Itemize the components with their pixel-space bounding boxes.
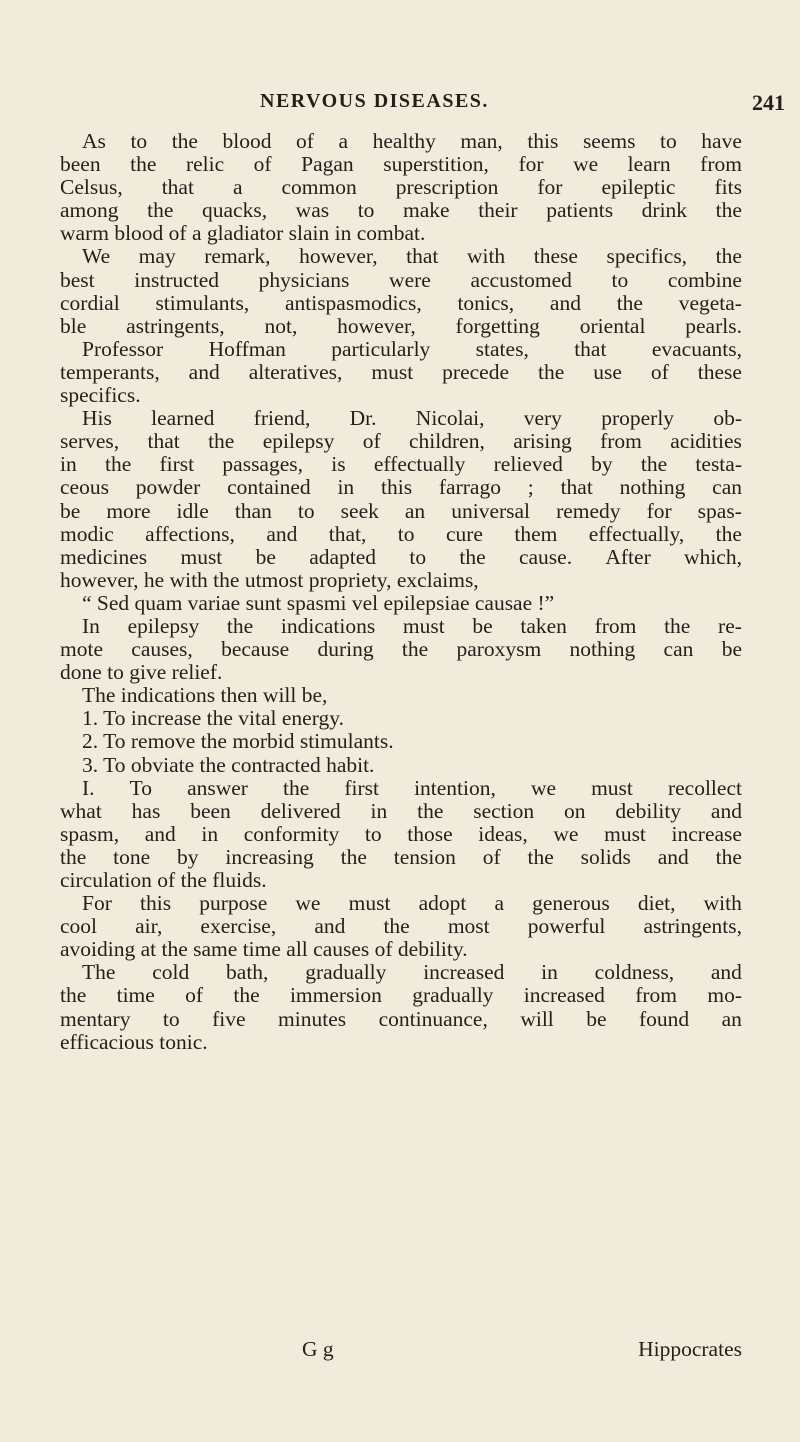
- text-line: His learned friend, Dr. Nicolai, very properly ob-: [82, 406, 742, 431]
- text-line: avoiding at the same time all causes of debility.: [60, 937, 468, 962]
- text-line: done to give relief.: [60, 660, 223, 685]
- text-line: however, he with the utmost propriety, exclaims,: [60, 567, 479, 592]
- text-line: For this purpose we must adopt a generous diet, with: [82, 891, 742, 916]
- text-line: The indications then will be,: [82, 683, 328, 708]
- text-line: We may remark, however, that with these specifics, the: [82, 244, 742, 269]
- text-line: been the relic of Pagan superstition, for we learn from: [60, 152, 742, 177]
- catchline: [60, 1337, 742, 1363]
- indication-item: 2. To remove the morbid stimulants.: [82, 729, 394, 754]
- page-number: 241: [752, 90, 785, 115]
- indication-item: 1. To increase the vital energy.: [82, 706, 344, 731]
- text-line: specifics.: [60, 383, 141, 408]
- text-line: among the quacks, was to make their patients drink the: [60, 198, 742, 223]
- text-line: mote causes, because during the paroxysm nothing can be: [60, 637, 742, 662]
- text-line: As to the blood of a healthy man, this seems to have: [82, 129, 742, 153]
- quotation-line: “ Sed quam variae sunt spasmi vel epilepsiae causae !”: [82, 590, 555, 615]
- text-line: the tone by increasing the tension of the solids and the: [60, 844, 742, 869]
- text-line: serves, that the epilepsy of children, arising from acidities: [60, 429, 742, 454]
- text-line: The cold bath, gradually increased in coldness, and: [82, 960, 742, 985]
- text-line: Professor Hoffman particularly states, that evacuants,: [82, 336, 742, 361]
- catchword: Hippocrates: [638, 1337, 742, 1361]
- text-line: I. To answer the first intention, we must recollect: [82, 775, 742, 800]
- text-line: best instructed physicians were accustomed to combine: [60, 267, 742, 292]
- indication-item: 3. To obviate the contracted habit.: [82, 752, 375, 777]
- running-title: NERVOUS DISEASES.: [260, 90, 489, 112]
- text-line: spasm, and in conformity to those ideas, we must increase: [60, 821, 742, 846]
- text-line: warm blood of a gladiator slain in combat.: [60, 221, 426, 246]
- text-line: in the first passages, is effectually relieved by the testa-: [60, 452, 742, 477]
- text-line: temperants, and alteratives, must precede the use of these: [60, 359, 742, 384]
- text-line: mentary to five minutes continuance, will be found an: [60, 1006, 742, 1031]
- running-head: [0, 90, 800, 118]
- text-line: circulation of the fluids.: [60, 868, 267, 892]
- text-line: efficacious tonic.: [60, 1029, 208, 1054]
- text-line: Celsus, that a common prescription for epileptic fits: [60, 175, 742, 200]
- text-line: ble astringents, not, however, forgetting oriental pearls.: [60, 313, 742, 338]
- text-line: ceous powder contained in this farrago ; that nothing can: [60, 475, 742, 500]
- text-line: modic affections, and that, to cure them effectually, the: [60, 521, 742, 546]
- body-text: [60, 129, 742, 1361]
- text-line: cordial stimulants, antispasmodics, tonics, and the vegeta-: [60, 290, 742, 315]
- text-line: cool air, exercise, and the most powerful astringents,: [60, 914, 742, 939]
- text-line: the time of the immersion gradually increased from mo-: [60, 983, 742, 1008]
- text-line: In epilepsy the indications must be taken from the re-: [82, 613, 742, 638]
- text-line: what has been delivered in the section on debility and: [60, 798, 742, 823]
- text-line: be more idle than to seek an universal remedy for spas-: [60, 498, 742, 523]
- text-line: medicines must be adapted to the cause. After which,: [60, 544, 742, 569]
- signature-mark: G g: [302, 1337, 334, 1361]
